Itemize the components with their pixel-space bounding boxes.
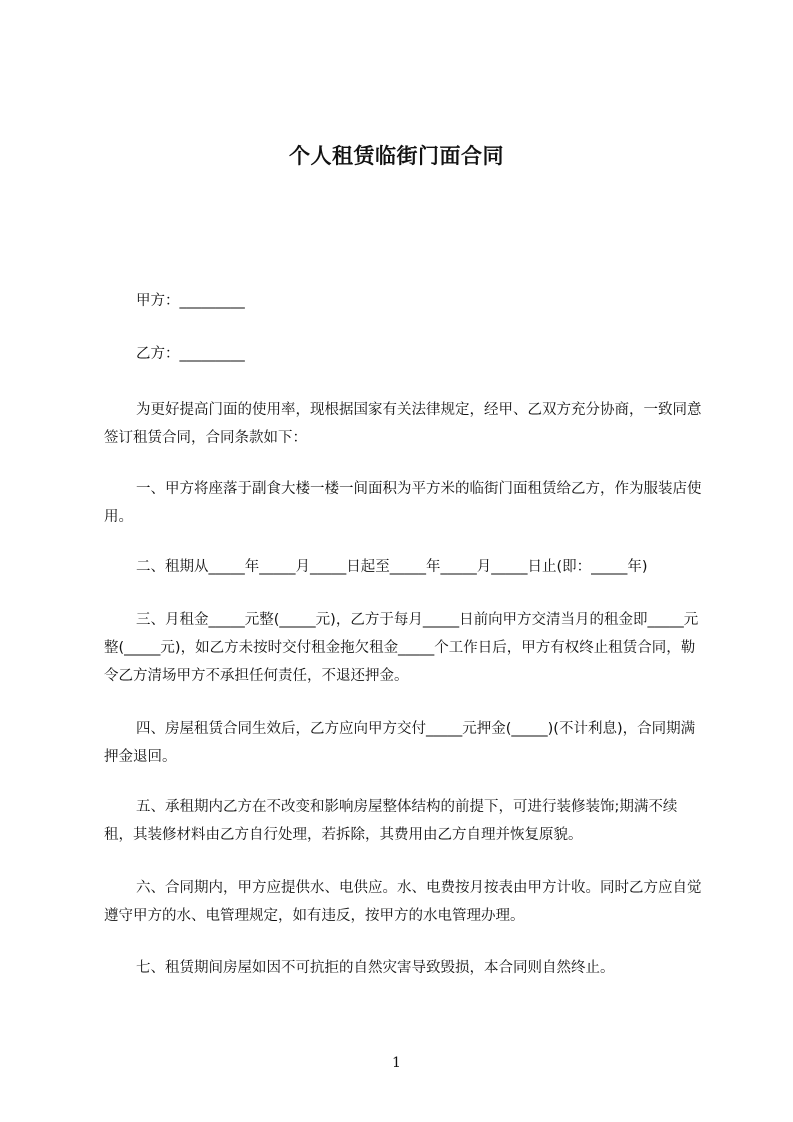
party-b-line: 乙方：_________ — [136, 346, 245, 362]
party-a-line: 甲方：_________ — [136, 293, 245, 309]
clause-4: 四、房屋租赁合同生效后，乙方应向甲方交付_____元押金(_____)(不计利息)，合同期满押金退回。 — [104, 721, 696, 765]
clause-6: 六、合同期内，甲方应提供水、电供应。水、电费按月按表由甲方计收。同时乙方应自觉遵守甲方的水、电管理规定，如有违反，按甲方的水电管理办理。 — [104, 880, 702, 924]
page-number: 1 — [392, 1055, 401, 1071]
document-title: 个人租赁临街门面合同 — [289, 144, 504, 168]
clause-3: 三、月租金_____元整(_____元)，乙方于每月_____日前向甲方交清当月的租金即_____元整(_____元)，如乙方未按时交付租金拖欠租金_____个工作日后，甲方有权终止租赁合同，勒令乙方清场甲方不承担任何责任，不退还押金。 — [104, 612, 699, 684]
clause-2: 二、租期从_____年_____月_____日起至_____年_____月_____日止(即：_____年) — [136, 559, 648, 575]
clause-1: 一、甲方将座落于副食大楼一楼一间面积为平方米的临街门面租赁给乙方，作为服装店使用。 — [104, 481, 702, 525]
clause-5: 五、承租期内乙方在不改变和影响房屋整体结构的前提下，可进行装修装饰;期满不续租，其装修材料由乙方自行处理，若拆除，其费用由乙方自理并恢复原貌。 — [104, 799, 678, 843]
clause-7: 七、租赁期间房屋如因不可抗拒的自然灾害导致毁损，本合同则自然终止。 — [136, 960, 615, 976]
intro-paragraph: 为更好提高门面的使用率，现根据国家有关法律规定，经甲、乙双方充分协商，一致同意签订租赁合同，合同条款如下： — [104, 402, 702, 446]
